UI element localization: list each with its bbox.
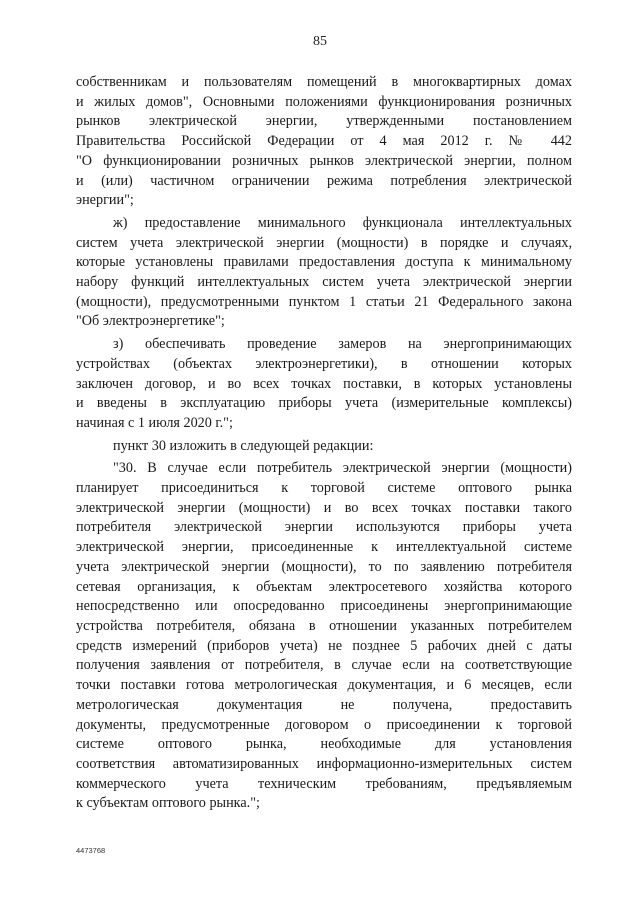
paragraph <box>76 335 572 434</box>
text-line: устройства потребителя, обязана в отношении указанных потребителем <box>76 617 572 634</box>
text-line: "30. В случае если потребитель электрической энергии (мощности) <box>113 460 572 477</box>
text-line: точки поставки готова метрологическая документация, и 6 месяцев, если <box>76 677 572 694</box>
text-line: энергии"; <box>76 192 134 209</box>
text-line: з) обеспечивать проведение замеров на энергопринимающих <box>113 336 572 353</box>
paragraph <box>76 437 572 457</box>
page-number: 85 <box>313 34 327 49</box>
document-code: 4473768 <box>76 846 106 855</box>
text-line: пункт 30 изложить в следующей редакции: <box>113 437 374 454</box>
text-line: непосредственно или опосредованно присоединены энергопринимающие <box>76 598 572 615</box>
text-line: сетевая организация, к объектам электросетевого хозяйства которого <box>76 578 572 595</box>
text-line: учета электрической энергии (мощности), то по заявлению потребителя <box>76 558 572 575</box>
text-line: средств измерений (приборов учета) не позднее 5 рабочих дней с даты <box>76 637 572 654</box>
text-line: "Об электроэнергетике"; <box>76 313 225 330</box>
text-line: (мощности), предусмотренными пунктом 1 статьи 21 Федерального закона <box>76 293 572 310</box>
text-line: документы, предусмотренные договором о присоединении к торговой <box>76 716 572 733</box>
document-body <box>76 73 572 817</box>
text-line: которые установлены правилами предоставления доступа к минимальному <box>76 254 572 271</box>
text-line: электрической энергии, присоединенные к интеллектуальной системе <box>76 539 572 556</box>
text-line: и жилых домов", Основными положениями функционирования розничных <box>76 93 572 110</box>
text-line: потребителя электрической энергии используются приборы учета <box>76 519 572 536</box>
text-line: собственникам и пользователям помещений в многоквартирных домах <box>76 74 572 90</box>
paragraph <box>76 459 572 814</box>
text-line: устройствах (объектах электроэнергетики), в отношении которых <box>76 355 572 372</box>
text-line: соответствия автоматизированных информационно-измерительных систем <box>76 755 572 772</box>
text-line: к субъектам оптового рынка."; <box>76 795 260 812</box>
text-line: метрологическая документация не получена, предоставить <box>76 696 572 713</box>
text-line: систем учета электрической энергии (мощности) в порядке и случаях, <box>76 234 572 251</box>
text-line: системе оптового рынка, необходимые для установления <box>76 736 572 753</box>
text-line: получения заявления от потребителя, в случае если на соответствующие <box>76 657 572 674</box>
text-line: ж) предоставление минимального функционала интеллектуальных <box>113 214 572 231</box>
text-line: "О функционировании розничных рынков электрической энергии, полном <box>76 152 572 169</box>
text-line: и введены в эксплуатацию приборы учета (измерительные комплексы) <box>76 395 572 412</box>
text-line: коммерческого учета техническим требованиям, предъявляемым <box>76 775 572 792</box>
paragraph <box>76 214 572 332</box>
text-line: рынков электрической энергии, утвержденными постановлением <box>76 113 572 130</box>
text-line: Правительства Российской Федерации от 4 мая 2012 г. № 442 <box>76 133 572 150</box>
text-line: набору функций интеллектуальных систем учета электрической энергии <box>76 274 572 291</box>
text-line: планирует присоединиться к торговой системе оптового рынка <box>76 480 572 497</box>
text-line: начиная с 1 июля 2020 г."; <box>76 414 233 431</box>
text-line: заключен договор, и во всех точках поставки, в которых установлены <box>76 375 572 392</box>
text-line: и (или) частичном ограничении режима потребления электрической <box>76 172 572 189</box>
text-line: электрической энергии (мощности) и во всех точках поставки такого <box>76 499 572 516</box>
paragraph <box>76 73 572 211</box>
